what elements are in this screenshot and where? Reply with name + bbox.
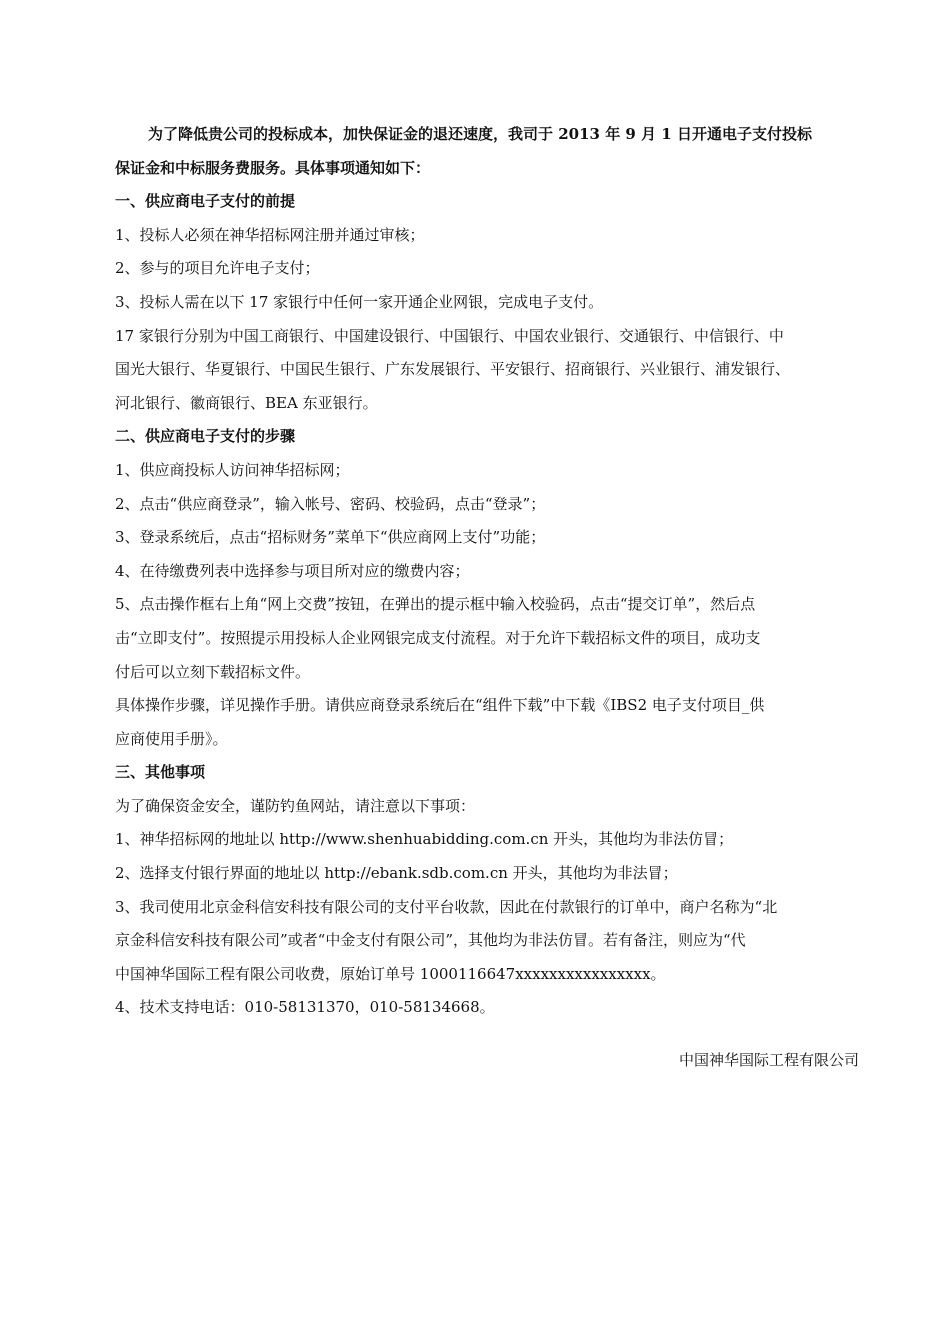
company-signature: 中国神华国际工程有限公司 (678, 1051, 859, 1069)
section-3-item-2: 2、选择支付银行界面的地址以 http://ebank.sdb.com.cn 开头，其他均为非法冒； (115, 864, 678, 883)
section-2-item-4: 4、在待缴费列表中选择参与项目所对应的缴费内容； (115, 561, 470, 580)
section-2-item-5-line-2: 击“立即支付”。按照提示用投标人企业网银完成支付流程。对于允许下载招标文件的项目，成功支 (115, 628, 761, 647)
intro-line-1: 为了降低贵公司的投标成本，加快保证金的退还速度，我司于 2013 年 9 月 1 日开通电子支付投标 (148, 125, 812, 143)
section-2-heading: 二、供应商电子支付的步骤 (115, 427, 296, 446)
section-2-item-3: 3、登录系统后，点击“招标财务”菜单下“供应商网上支付”功能； (115, 528, 546, 547)
section-3-item-4: 4、技术支持电话：010-58131370，010-58134668。 (115, 998, 495, 1017)
section-1-item-2: 2、参与的项目允许电子支付； (115, 259, 320, 278)
section-1-item-1: 1、投标人必须在神华招标网注册并通过审核； (115, 225, 425, 244)
notice-body (115, 118, 867, 1025)
bank-list-line-2: 国光大银行、华夏银行、中国民生银行、广东发展银行、平安银行、招商银行、兴业银行、浦发银行、 (115, 360, 791, 379)
section-2-item-2: 2、点击“供应商登录”，输入帐号、密码、校验码，点击“登录”； (115, 494, 546, 513)
manual-note-line-1: 具体操作步骤，详见操作手册。请供应商登录系统后在“组件下载”中下载《IBS2 电子支付项目_供 (115, 696, 765, 715)
section-3-item-3-line-3: 中国神华国际工程有限公司收费，原始订单号 1000116647xxxxxxxxxxxxxxxx。 (115, 964, 666, 983)
section-3-heading: 三、其他事项 (115, 763, 206, 782)
section-2-item-1: 1、供应商投标人访问神华招标网； (115, 460, 350, 479)
bank-list-line-3: 河北银行、徽商银行、BEA 东亚银行。 (115, 393, 378, 412)
section-2-item-5-line-1: 5、点击操作框右上角“网上交费”按钮，在弹出的提示框中输入校验码，点击“提交订单”，然后点 (115, 595, 756, 614)
section-3-item-3-line-1: 3、我司使用北京金科信安科技有限公司的支付平台收款，因此在付款银行的订单中，商户名称为“北 (115, 897, 778, 916)
section-3-item-1: 1、神华招标网的地址以 http://www.shenhuabidding.com.cn 开头，其他均为非法仿冒； (115, 830, 734, 849)
section-3-intro: 为了确保资金安全，谨防钓鱼网站，请注意以下事项： (115, 796, 476, 815)
section-1-item-3: 3、投标人需在以下 17 家银行中任何一家开通企业网银，完成电子支付。 (115, 292, 604, 311)
manual-note-line-2: 应商使用手册》。 (115, 729, 228, 748)
intro-line-2: 保证金和中标服务费服务。具体事项通知如下： (115, 158, 431, 177)
bank-list-line-1: 17 家银行分别为中国工商银行、中国建设银行、中国银行、中国农业银行、交通银行、中信银行、中 (115, 326, 784, 345)
section-3-item-3-line-2: 京金科信安科技有限公司”或者“中金支付有限公司”，其他均为非法仿冒。若有备注，则应为“代 (115, 931, 746, 950)
section-2-item-5-line-3: 付后可以立刻下载招标文件。 (115, 662, 311, 681)
section-1-heading: 一、供应商电子支付的前提 (115, 192, 296, 211)
